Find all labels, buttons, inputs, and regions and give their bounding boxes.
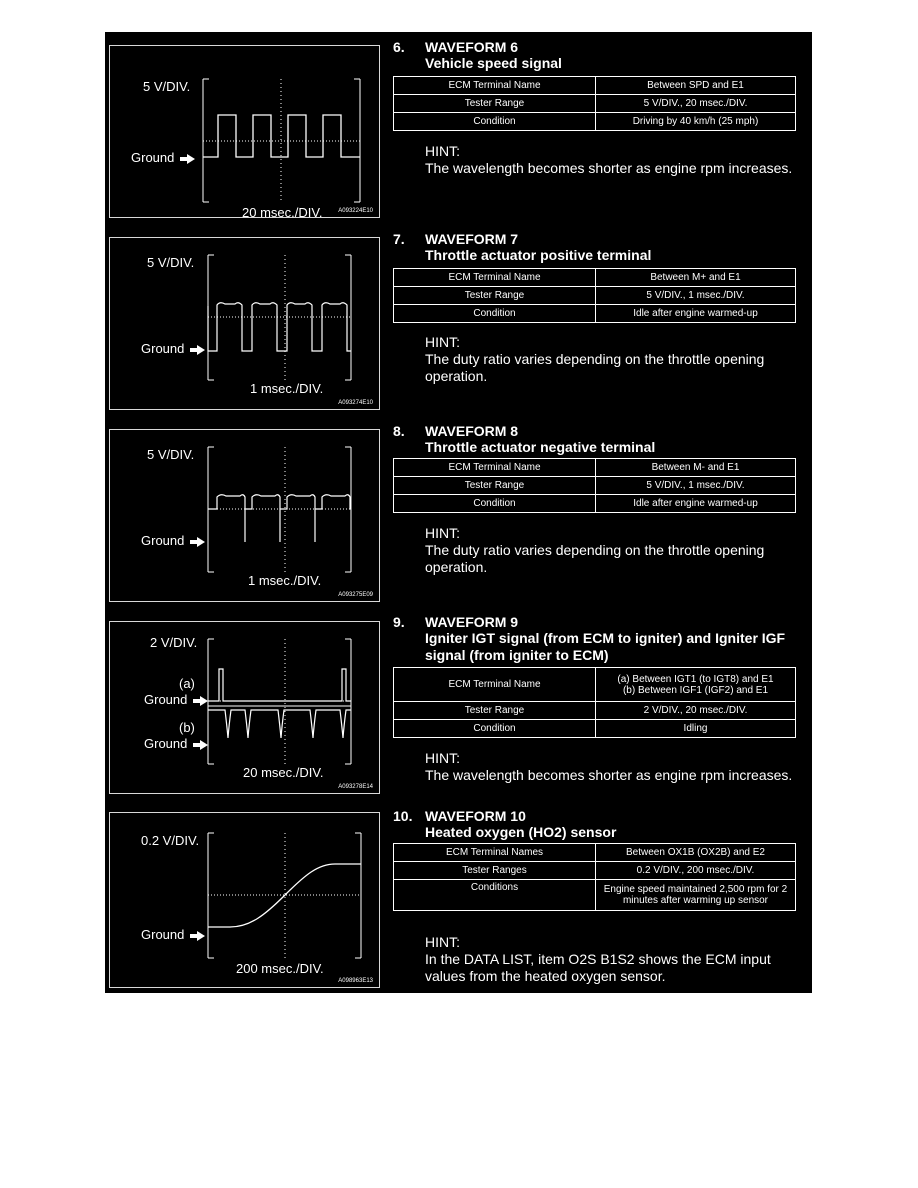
table-cell: ECM Terminal Name [394,77,596,95]
spec-table [393,76,796,131]
waveform-6-graph [110,46,381,219]
waveform-8-section [393,423,799,593]
table-cell: Engine speed maintained 2,500 rpm for 2 minutes after warming up sensor [596,880,796,911]
section-number: 9. [393,614,405,630]
volts-per-div-label: 5 V/DIV. [147,255,195,270]
table-row [394,269,796,287]
hint-label: HINT: [425,334,460,350]
figure-code: A093275E09 [338,592,373,598]
table-cell: Tester Ranges [394,862,596,880]
table-row [394,113,796,131]
table-cell: Between OX1B (OX2B) and E2 [596,844,796,862]
table-cell: Condition [394,113,596,131]
figure-code: A093274E10 [338,400,373,406]
table-cell: ECM Terminal Name [394,459,596,477]
manual-page [105,32,812,993]
table-row [394,77,796,95]
figure-code: A093224E10 [338,208,373,214]
time-per-div-label: 1 msec./DIV. [250,381,324,396]
spec-table [393,458,796,513]
section-title: WAVEFORM 9 [425,614,519,630]
ground-arrow-icon [197,537,205,547]
table-row [394,862,796,880]
waveform-6-section [393,39,799,209]
hint-text: The wavelength becomes shorter as engine rpm increases. [425,160,793,176]
section-number: 10. [393,808,413,824]
table-cell: Driving by 40 km/h (25 mph) [596,113,796,131]
hint-label: HINT: [425,934,460,950]
section-subtitle: Throttle actuator positive terminal [425,247,652,263]
ground-a-label: Ground [144,692,208,707]
table-cell: Condition [394,495,596,513]
signal-a-label: (a) [179,676,195,691]
oscilloscope-panel-8 [109,429,380,602]
hint-label: HINT: [425,143,460,159]
table-cell: Tester Range [394,95,596,113]
volts-per-div-label: 5 V/DIV. [143,79,191,94]
section-subtitle: Heated oxygen (HO2) sensor [425,824,617,840]
table-row [394,668,796,702]
waveform-9-section [393,614,799,799]
oscilloscope-panel-10 [109,812,380,988]
table-cell: ECM Terminal Name [394,668,596,702]
section-number: 8. [393,423,405,439]
figure-code: A098963E13 [338,978,373,984]
section-title: WAVEFORM 7 [425,231,519,247]
ground-label: Ground [131,150,195,165]
ground-arrow-icon [200,740,208,750]
oscilloscope-panel-9 [109,621,380,794]
table-row [394,702,796,720]
table-cell: Idle after engine warmed-up [596,305,796,323]
table-cell: Idling [596,720,796,738]
section-title: WAVEFORM 6 [425,39,519,55]
hint-text: In the DATA LIST, item O2S B1S2 shows the ECM input values from the heated oxygen sensor. [425,951,771,984]
oscilloscope-panel-7 [109,237,380,410]
table-cell: (a) Between IGT1 (to IGT8) and E1 (b) Between IGF1 (IGF2) and E1 [596,668,796,702]
section-number: 6. [393,39,405,55]
waveform-10-section [393,808,799,988]
spec-table [393,843,796,911]
ground-arrow-icon [197,345,205,355]
spec-table [393,667,796,738]
section-subtitle: Vehicle speed signal [425,55,562,71]
section-title: WAVEFORM 8 [425,423,519,439]
section-number: 7. [393,231,405,247]
ground-arrow-icon [200,696,208,706]
ground-label: Ground [141,341,205,356]
table-row [394,305,796,323]
table-cell: Between M+ and E1 [596,269,796,287]
table-row [394,720,796,738]
table-cell: Between SPD and E1 [596,77,796,95]
figure-code: A093278E14 [338,784,373,790]
table-cell: Tester Range [394,477,596,495]
volts-per-div-label: 0.2 V/DIV. [141,833,200,848]
section-subtitle: Igniter IGT signal (from ECM to igniter) and Igniter IGF signal (from igniter to ECM) [425,630,786,663]
table-cell: Between M- and E1 [596,459,796,477]
time-per-div-label: 20 msec./DIV. [242,205,323,220]
table-cell: Condition [394,720,596,738]
time-per-div-label: 200 msec./DIV. [236,961,324,976]
table-row [394,495,796,513]
table-cell: 5 V/DIV., 1 msec./DIV. [596,477,796,495]
table-cell: 2 V/DIV., 20 msec./DIV. [596,702,796,720]
table-cell: Condition [394,305,596,323]
table-cell: Conditions [394,880,596,911]
table-cell: Tester Range [394,287,596,305]
signal-b-label: (b) [179,720,195,735]
table-row [394,287,796,305]
ground-arrow-icon [187,154,195,164]
volts-per-div-label: 5 V/DIV. [147,447,195,462]
hint-label: HINT: [425,525,460,541]
ground-arrow-icon [197,931,205,941]
table-cell: 5 V/DIV., 1 msec./DIV. [596,287,796,305]
time-per-div-label: 1 msec./DIV. [248,573,322,588]
hint-text: The duty ratio varies depending on the throttle opening operation. [425,542,765,575]
hint-text: The duty ratio varies depending on the throttle opening operation. [425,351,765,384]
oscilloscope-panel-6 [109,45,380,218]
table-cell: 5 V/DIV., 20 msec./DIV. [596,95,796,113]
hint-text: The wavelength becomes shorter as engine rpm increases. [425,767,793,783]
table-row [394,844,796,862]
table-cell: 0.2 V/DIV., 200 msec./DIV. [596,862,796,880]
table-row [394,459,796,477]
table-row [394,880,796,911]
spec-table [393,268,796,323]
section-subtitle: Throttle actuator negative terminal [425,439,656,455]
table-cell: Idle after engine warmed-up [596,495,796,513]
section-title: WAVEFORM 10 [425,808,526,824]
table-row [394,95,796,113]
table-cell: ECM Terminal Name [394,269,596,287]
ground-label: Ground [141,533,205,548]
ground-b-label: Ground [144,736,208,751]
volts-per-div-label: 2 V/DIV. [150,635,198,650]
waveform-7-section [393,231,799,401]
table-row [394,477,796,495]
ground-label: Ground [141,927,205,942]
table-cell: ECM Terminal Names [394,844,596,862]
hint-label: HINT: [425,750,460,766]
time-per-div-label: 20 msec./DIV. [243,765,324,780]
table-cell: Tester Range [394,702,596,720]
